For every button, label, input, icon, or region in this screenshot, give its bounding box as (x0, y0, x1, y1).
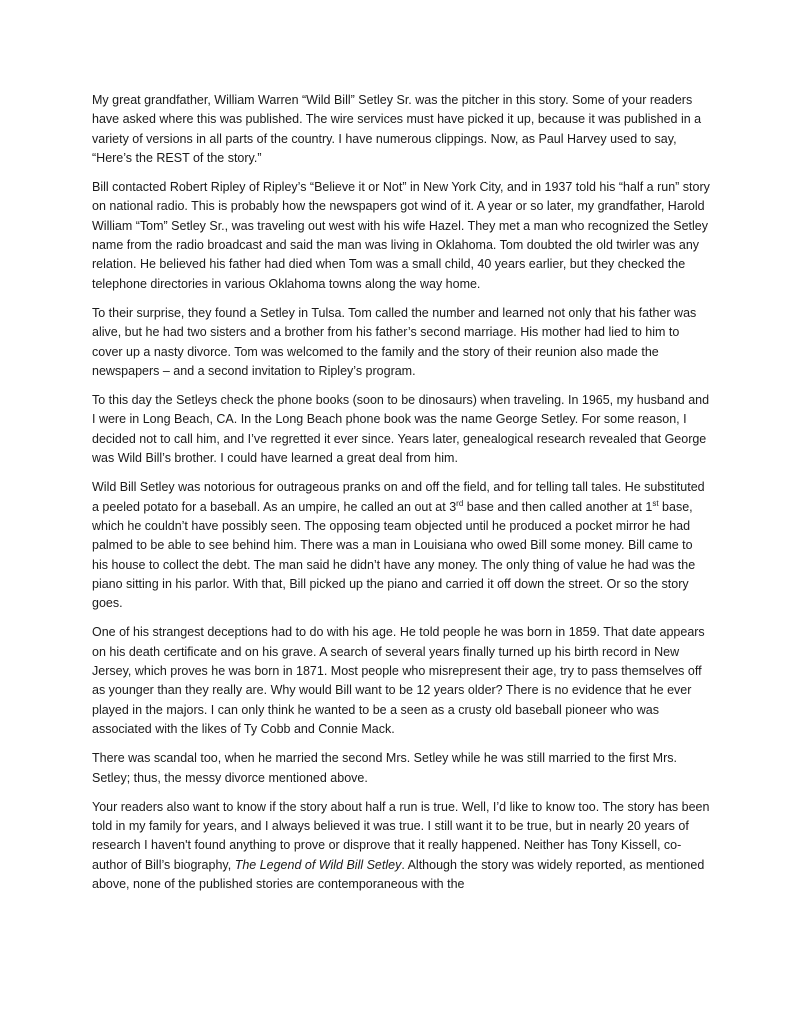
paragraph-5-text-c: base, which he couldn’t have possibly seen. The opposing team objected until he produced a pocket mirror he had palmed to be able to see behind him. There was a man in Louisiana who owed Bill some money. Bill came to his house to collect the debt. The man said he didn’t have any money. The only thing of value he had was the piano sitting in his parlor. With that, Bill picked up the piano and carried it off down the street. Or so the story goes. (92, 499, 696, 611)
paragraph-5 (92, 478, 710, 613)
paragraph-1: My great grandfather, William Warren “Wild Bill” Setley Sr. was the pitcher in this story. Some of your readers have asked where this was published. The wire services must have picked it up, because it was published in a variety of versions in all parts of the country. I have numerous clippings. Now, as Paul Harvey used to say, “Here’s the REST of the story.” (92, 93, 702, 165)
paragraph-7: There was scandal too, when he married the second Mrs. Setley while he was still married to the first Mrs. Setley; thus, the messy divorce mentioned above. (92, 751, 677, 785)
paragraph-8 (92, 798, 710, 894)
paragraph-8-text-b: . Although the story was widely reported, as mentioned above, none of the published stories are contemporaneous with the (92, 857, 705, 891)
paragraph-2: Bill contacted Robert Ripley of Ripley’s “Believe it or Not” in New York City, and in 1937 told his “half a run” story on national radio. This is probably how the newspapers got wind of it. A year or so later, my grandfather, Harold William “Tom” Setley Sr., was traveling out west with his wife Hazel. They met a man who recognized the Setley name from the radio broadcast and said the man was living in Oklahoma. Tom doubted the old twirler was any relation. He believed his father had died when Tom was a small child, 40 years earlier, but they checked the telephone directories in various Oklahoma towns along the way home. (92, 180, 710, 291)
paragraph-4: To this day the Setleys check the phone books (soon to be dinosaurs) when traveling. In 1965, my husband and I were in Long Beach, CA. In the Long Beach phone book was the name George Setley. For some reason, I decided not to call him, and I’ve regretted it ever since. Years later, genealogical research revealed that George was Wild Bill’s brother. I could have learned a great deal from him. (92, 393, 710, 466)
paragraph-5-text-b: base and then called another at 1 (463, 499, 653, 514)
ordinal-suffix-rd: rd (456, 498, 464, 508)
paragraph-6: One of his strangest deceptions had to do with his age. He told people he was born in 1859. That date appears on his death certificate and on his grave. A search of several years finally turned up his birth record in New Jersey, which proves he was born in 1871. Most people who misrepresent their age, try to pass themselves off as younger than they really are. Why would Bill want to be 12 years older? There is no evidence that he ever played in the majors. I can only think he wanted to be a seen as a crusty old baseball pioneer who was associated with the likes of Ty Cobb and Connie Mack. (92, 625, 705, 736)
document-body (92, 91, 710, 904)
paragraph-5-text-a: Wild Bill Setley was notorious for outrageous pranks on and off the field, and for telling tall tales. He substituted a peeled potato for a baseball. As an umpire, he called an out at 3 (92, 480, 705, 514)
paragraph-8-text-a: Your readers also want to know if the story about half a run is true. Well, I’d like to know too. The story has been told in my family for years, and I always believed it was true. I still want it to be true, but in nearly 20 years of research I haven't found anything to prove or disprove that it really happened. Neither has Tony Kissell, co-author of Bill’s biography, (92, 799, 710, 872)
book-title: The Legend of Wild Bill Setley (234, 857, 402, 872)
ordinal-suffix-st: st (652, 498, 659, 508)
paragraph-3: To their surprise, they found a Setley in Tulsa. Tom called the number and learned not only that his father was alive, but he had two sisters and a brother from his father’s second marriage. His mother had lied to him to cover up a nasty divorce. Tom was welcomed to the family and the story of their reunion also made the newspapers – and a second invitation to Ripley’s program. (92, 305, 697, 378)
